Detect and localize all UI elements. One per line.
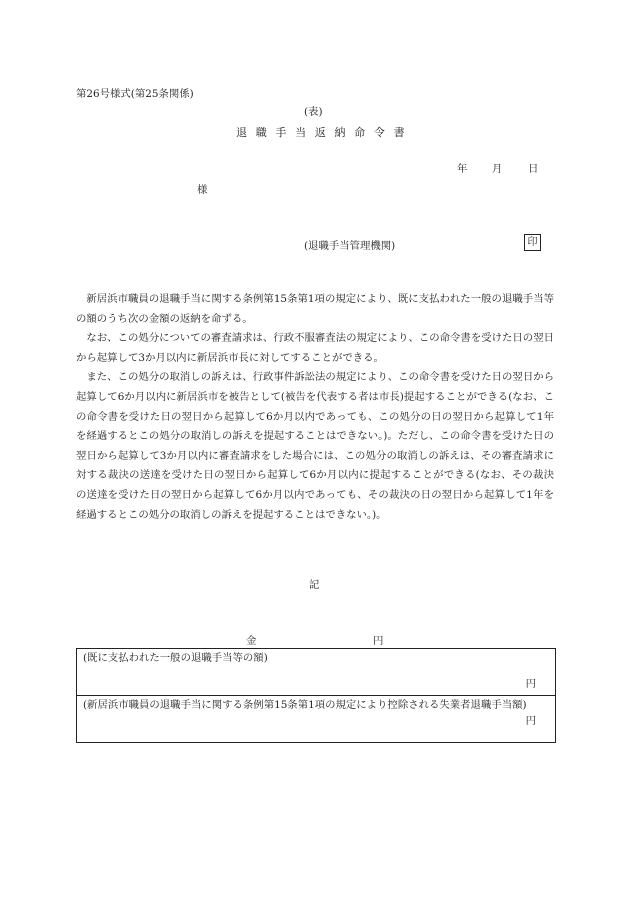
table-row [77, 649, 556, 696]
body-paragraph-appeal: なお、この処分についての審査請求は、行政不服審査法の規定により、この命令書を受けた日の翌日から起算して3か月以内に新居浜市長に対してすることができる。 [76, 332, 554, 364]
form-number: 第26号様式(第25条関係) [76, 88, 194, 100]
row-unit: 円 [525, 678, 536, 690]
record-heading: 記 [309, 579, 320, 591]
body-paragraph-order: 新居浜市職員の退職手当に関する条例第15条第1項の規定により、既に支払われた一般の退職手当等の額のうち次の金額の返納を命ずる。 [76, 293, 554, 325]
table-cell [77, 696, 556, 743]
table-cell [77, 649, 556, 696]
row-label: (新居浜市職員の退職手当に関する条例第15条第1項の規定により控除される失業者退職手当額) [83, 699, 527, 711]
issuer-label: (退職手当管理機関) [304, 240, 396, 252]
addressee-suffix: 様 [197, 184, 208, 196]
amount-unit: 円 [373, 635, 384, 647]
row-label: (既に支払われた一般の退職手当等の額) [83, 652, 268, 664]
row-unit: 円 [525, 715, 536, 727]
table-row [77, 696, 556, 743]
date-month-label: 月 [492, 163, 503, 175]
seal-mark: 印 [524, 234, 541, 251]
amount-breakdown-table [76, 648, 556, 743]
date-year-label: 年 [457, 163, 468, 175]
document-title: 退 職 手 当 返 納 命 令 書 [236, 126, 408, 139]
body-paragraph-lawsuit: また、この処分の取消しの訴えは、行政事件訴訟法の規定により、この命令書を受けた日の翌日から起算して6か月以内に新居浜市を被告として(被告を代表する者は市長)提起することができる(なお、この命令書を受けた日の翌日から起算して6か月以内であっても、この処分の日の翌日から起算して1年を経過するとこの処分の取消しの訴えを提起することはできない。)。ただし、この命令書を受けた日の翌日から起算して3か月以内に審査請求をした場合には、この処分の取消しの訴えは、その審査請求に対する裁決の送達を受けた日の翌日から起算して6か月以内に提起することができる(なお、その裁決の送達を受けた日の翌日から起算して6か月以内であっても、その裁決の日の翌日から起算して1年を経過するとこの処分の取消しの訴えを提起することはできない。)。 [76, 371, 554, 521]
side-label: (表) [304, 106, 323, 118]
body-text [76, 290, 554, 525]
amount-prefix: 金 [246, 635, 257, 647]
date-day-label: 日 [528, 163, 539, 175]
